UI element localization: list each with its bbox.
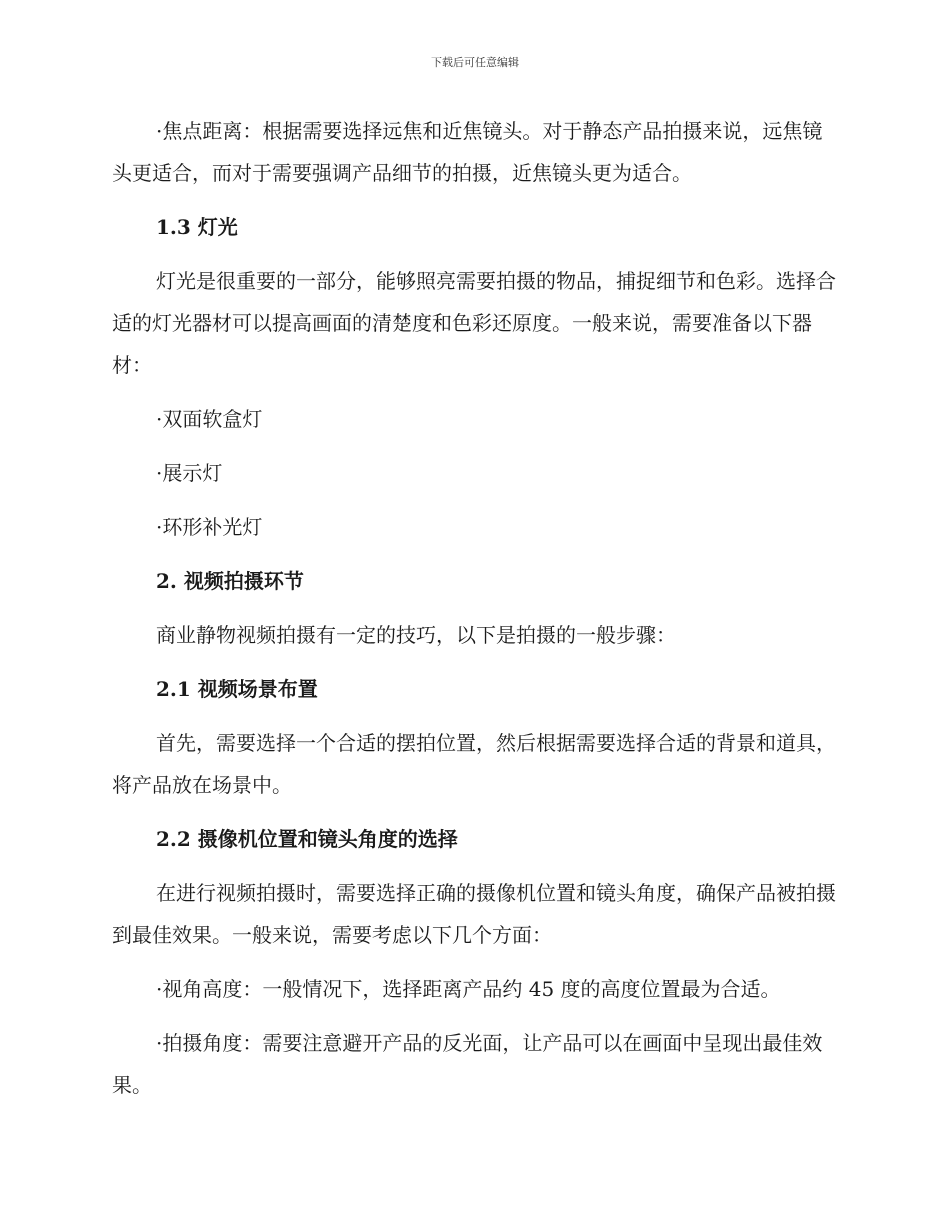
page-header: 下载后可任意编辑 — [431, 56, 519, 69]
paragraph-video-intro: 商业静物视频拍摄有一定的技巧，以下是拍摄的一般步骤： — [156, 623, 676, 647]
paragraph-lighting: 灯光是很重要的一部分，能够照亮需要拍摄的物品，捕捉细节和色彩。选择合适的灯光器材可以提高画面的清楚度和色彩还原度。一般来说，需要准备以下器材： — [112, 269, 836, 377]
paragraph-shooting-angle: ·拍摄角度：需要注意避开产品的反光面，让产品可以在画面中呈现出最佳效果。 — [112, 1031, 823, 1097]
bullet-display-light: ·展示灯 — [156, 461, 223, 485]
heading-camera-position: 2.2 摄像机位置和镜头角度的选择 — [156, 827, 458, 851]
bullet-softbox: ·双面软盒灯 — [156, 407, 263, 431]
paragraph-scene-setup: 首先，需要选择一个合适的摆拍位置，然后根据需要选择合适的背景和道具，将产品放在场景中。 — [112, 731, 836, 797]
heading-video-shooting: 2. 视频拍摄环节 — [156, 569, 304, 593]
paragraph-camera-position: 在进行视频拍摄时，需要选择正确的摄像机位置和镜头角度，确保产品被拍摄到最佳效果。一般来说，需要考虑以下几个方面： — [112, 881, 836, 947]
paragraph-focal-distance: ·焦点距离：根据需要选择远焦和近焦镜头。对于静态产品拍摄来说，远焦镜头更适合，而对于需要强调产品细节的拍摄，近焦镜头更为适合。 — [112, 119, 823, 185]
document-body — [112, 110, 838, 1118]
heading-lighting: 1.3 灯光 — [156, 215, 238, 239]
heading-scene-setup: 2.1 视频场景布置 — [156, 677, 318, 701]
bullet-ring-light: ·环形补光灯 — [156, 515, 263, 539]
bullet-view-height: ·视角高度：一般情况下，选择距离产品约 45 度的高度位置最为合适。 — [156, 977, 781, 1001]
